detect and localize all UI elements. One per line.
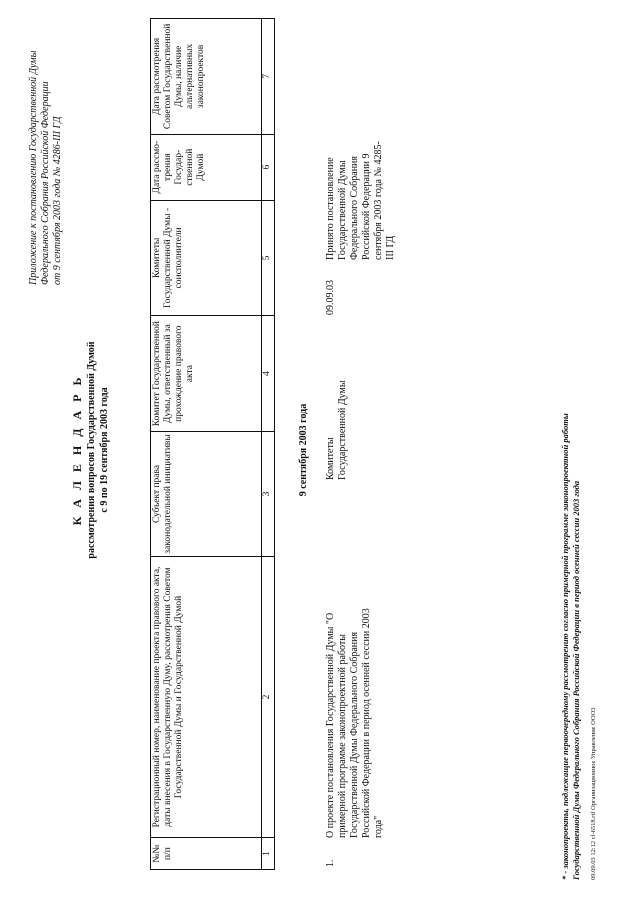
row-number: 1. (325, 859, 336, 867)
column-number: 2 (262, 556, 275, 837)
row-council-note: Принято постановление Государственной Думы Федерального Собрания Российской Федерации 9 сентября 2003 года № 4285-III ГД (325, 141, 396, 260)
column-header: Субъект права законодательной инициативы (151, 432, 262, 557)
table-header-row (151, 19, 262, 870)
footnote-line-1: * - законопроекты, подлежащие первоочередному рассмотрению согласно примерной программе законопроектной работы (560, 413, 570, 880)
appendix-note (28, 5, 64, 285)
column-number: 1 (262, 838, 275, 870)
row-committee: Комитеты Государственной Думы (325, 380, 348, 480)
column-number-row (262, 19, 275, 870)
section-date-heading: 9 сентября 2003 года (298, 403, 309, 497)
column-header: Комитет Государственной Думы, ответственный за прохождение правового акта (151, 316, 262, 432)
column-header: Дата рассмотрения Советом Государственной Думы, наличие альтернативных законопроектов (151, 19, 262, 135)
column-number: 4 (262, 316, 275, 432)
document-title: К А Л Е Н Д А Р Ь (70, 374, 84, 526)
appendix-line-3: от 9 сентября 2003 года № 4286-III ГД (52, 116, 63, 285)
column-header: Дата рассмо-трения Государ-ственной Думой (151, 134, 262, 200)
document-subtitle: рассмотрения вопросов Государственной Думой (86, 341, 97, 559)
document-period: с 9 по 19 сентября 2003 года (99, 387, 110, 513)
column-number: 3 (262, 432, 275, 557)
appendix-line-2: Федерального Собрания Российской Федерации (40, 81, 51, 285)
column-header: Комитеты Государственной Думы - соисполнители (151, 200, 262, 316)
row-review-date: 09.09.03 (325, 280, 336, 315)
column-header: №№ п/п (151, 838, 262, 870)
appendix-line-1: Приложение к постановлению Государственной Думы (28, 50, 39, 285)
print-mark: 09.09.03 12:12 cl-6518.rtf Организационное Управление ООО3 (590, 707, 597, 880)
column-number: 6 (262, 134, 275, 200)
footnote (560, 20, 582, 880)
calendar-table (150, 18, 275, 870)
column-number: 7 (262, 19, 275, 135)
column-number: 5 (262, 200, 275, 316)
footnote-line-2: Государственной Думы Федерального Собрания Российской Федерации в период осенней сессии 2003 года (571, 480, 581, 880)
column-header: Регистрационный номер, наименование проекта правового акта, даты внесения в Государственную Думу, рассмотрения Советом Государственной Думы и Государственной Думой (151, 556, 262, 837)
row-item-name: О проекте постановления Государственной Думы "О примерной программе законопроектной работы Государственной Думы Федерального Собрания Российской Федерации в период осенней сессии 2003 года" (325, 608, 384, 838)
